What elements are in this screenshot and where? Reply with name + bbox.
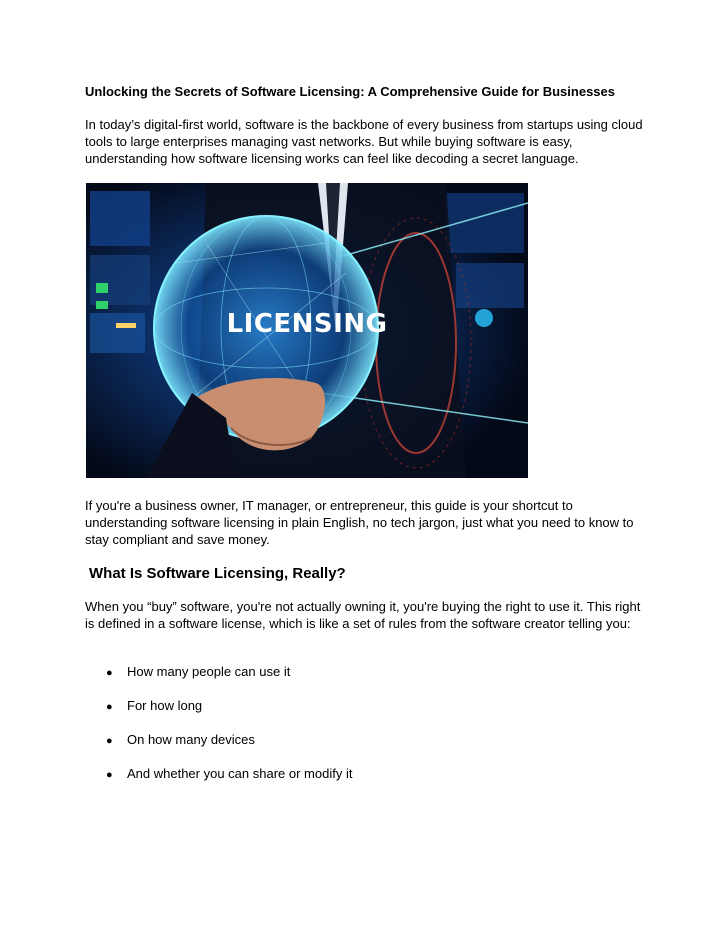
hero-illustration — [86, 183, 528, 478]
intro-paragraph: In today’s digital-first world, software is the backbone of every business from startups using cloud tools to large enterprises managing vast networks. But while buying software is easy, understanding how software licensing works can feel like decoding a secret language. — [85, 117, 643, 166]
list-item-text: On how many devices — [127, 732, 255, 747]
list-item-text: And whether you can share or modify it — [127, 766, 353, 781]
list-item — [106, 697, 202, 715]
audience-paragraph: If you're a business owner, IT manager, or entrepreneur, this guide is your shortcut to understanding software licensing in plain English, no tech jargon, just what you need to know to stay compliant and save money. — [85, 498, 634, 547]
licensing-image-text: LICENSING — [226, 309, 388, 339]
list-item — [106, 765, 352, 783]
section-paragraph: When you “buy” software, you're not actually owning it, you're buying the right to use it. This right is defined in a software license, which is like a set of rules from the software creator telling you: — [85, 599, 641, 631]
bullet-icon: ● — [106, 667, 113, 679]
section-heading: What Is Software Licensing, Really? — [89, 565, 346, 582]
bullet-icon: ● — [106, 769, 113, 781]
list-item — [106, 663, 290, 681]
list-item — [106, 731, 255, 749]
bullet-icon: ● — [106, 701, 113, 713]
article-title: Unlocking the Secrets of Software Licensing: A Comprehensive Guide for Businesses — [85, 84, 615, 99]
list-item-text: How many people can use it — [127, 664, 291, 679]
list-item-text: For how long — [127, 698, 203, 713]
licensing-hero-image — [86, 183, 528, 478]
bullet-icon: ● — [106, 735, 113, 747]
